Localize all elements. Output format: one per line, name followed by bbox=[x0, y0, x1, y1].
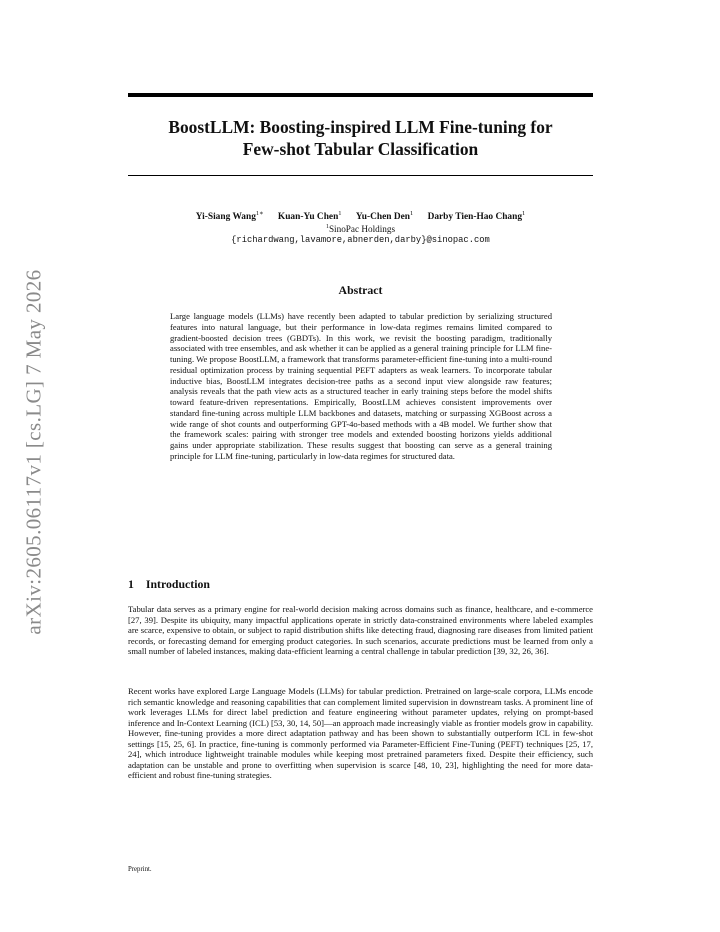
title-top-rule bbox=[128, 93, 593, 97]
title-bottom-rule bbox=[128, 175, 593, 176]
author-4: Darby Tien-Hao Chang$^1$ bbox=[427, 210, 526, 223]
intro-paragraph-2: Recent works have explored Large Language Models (LLMs) for tabular prediction. Pretrained on large-scale corpora, LLMs encode rich semantic knowledge and reasoning capabilities that can complement limited supervision in downstream tasks. A prominent line of work leverages LLMs for direct label prediction and feature engineering without parameter updates, relying on prompt-based inference and In-Context Learning (ICL) [53, 30, 14, 50]—an approach made increasingly viable as frontier models grow in capability. However, fine-tuning provides a more direct adaptation pathway and has been shown to substantially outperform ICL in few-shot settings [15, 25, 6]. In practice, fine-tuning is commonly performed via Parameter-Efficient Fine-Tuning (PEFT) techniques [25, 17, 24], which introduce lightweight trainable modules while keeping most pretrained parameters fixed. Despite their efficiency, such adaptation can be unstable and prone to overfitting when supervision is scarce [48, 10, 23], highlighting the need for more data-efficient and robust fine-tuning strategies. bbox=[128, 686, 593, 781]
affiliation: $^1$SinoPac Holdings bbox=[325, 224, 396, 235]
abstract-text: Large language models (LLMs) have recently been adapted to tabular prediction by serializing structured features into natural language, but their performance in low-data regimes remains limited compared to gradient-boosted decision trees (GBDTs). In this work, we revisit the boosting paradigm, traditionally associated with tree ensembles, and ask whether it can be applied as a general training principle for LLM fine-tuning. We propose BoostLLM, a framework that transforms parameter-efficient fine-tuning into a multi-round residual optimization process by training sequential PEFT adapters as weak learners. To incorporate tabular inductive bias, BoostLLM integrates decision-tree paths as a second input view alongside raw features; analysis reveals that the path view acts as a structured teacher in early training steps before the model shifts toward feature-driven representations. Empirically, BoostLLM achieves consistent improvements over standard fine-tuning across multiple LLM backbones and datasets, matching or surpassing XGBoost across a wide range of shot counts and outperforming GPT-4o-based methods with a 4B model. We further show that the framework scales: pairing with stronger tree models and extended boosting horizons yields additional gains under appropriate stabilization. These results suggest that boosting can serve as a general training principle for LLM fine-tuning, particularly in low-data regimes for structured data. bbox=[170, 311, 552, 461]
footer-note: Preprint. bbox=[128, 866, 152, 873]
section-heading-introduction bbox=[128, 577, 210, 592]
arxiv-sidebar-stamp bbox=[20, 262, 48, 642]
paper-title bbox=[128, 116, 593, 160]
author-3: Yu-Chen Den$^1$ bbox=[355, 210, 414, 223]
section-number: 1 bbox=[128, 577, 134, 591]
section-title: Introduction bbox=[145, 577, 210, 591]
author-1: Yi-Siang Wang$^{1∗}$ bbox=[195, 210, 264, 223]
title-line-2: Few-shot Tabular Classification bbox=[242, 139, 479, 159]
abstract-heading: Abstract bbox=[338, 283, 383, 297]
intro-paragraph-1: Tabular data serves as a primary engine for real-world decision making across domains such as finance, healthcare, and e-commerce [27, 39]. Despite its ubiquity, many impactful applications operate in strictly data-constrained environments where labeled examples are scarce, expensive to obtain, or subject to rapid distribution shifts like detecting fraud, diagnosing rare diseases from limited patient records, or forecasting demand for emerging product categories. In such scenarios, accurate predictions must be learned from only a small number of labeled instances, making data-efficient learning a central challenge in tabular prediction [39, 32, 26, 36]. bbox=[128, 604, 593, 657]
title-line-1: BoostLLM: Boosting-inspired LLM Fine-tuning for bbox=[168, 117, 553, 137]
author-emails: {richardwang,lavamore,abnerden,darby}@sinopac.com bbox=[231, 235, 490, 245]
arxiv-identifier: arXiv:2605.06117v1 [cs.LG] 7 May 2026 bbox=[21, 269, 46, 635]
author-2: Kuan-Yu Chen$^1$ bbox=[277, 210, 342, 223]
